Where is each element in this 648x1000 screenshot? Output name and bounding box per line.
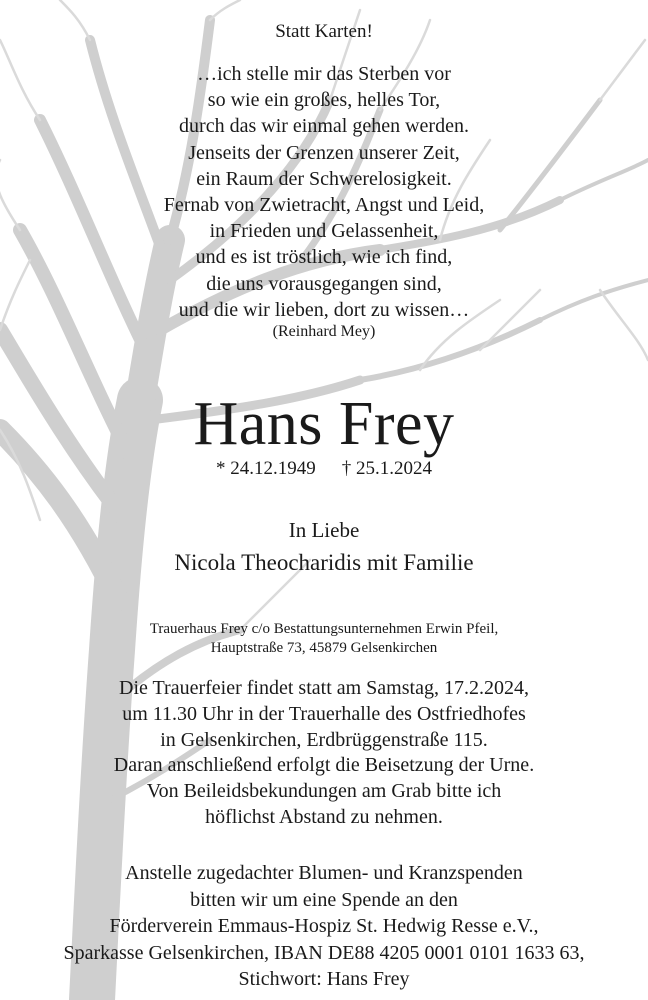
poem-line: so wie ein großes, helles Tor, bbox=[207, 89, 441, 112]
ceremony-line: Daran anschließend erfolgt die Beisetzung der Urne. bbox=[113, 754, 535, 777]
life-dates bbox=[0, 457, 648, 481]
poem-line: und die wir lieben, dort zu wissen… bbox=[178, 298, 470, 321]
ceremony-details bbox=[0, 676, 648, 831]
donation-line: Förderverein Emmaus-Hospiz St. Hedwig Resse e.V., bbox=[109, 915, 539, 937]
death-date: † 25.1.2024 bbox=[341, 458, 432, 479]
poem-line: in Frieden und Gelassenheit, bbox=[209, 220, 439, 243]
ceremony-line: in Gelsenkirchen, Erdbrüggenstraße 115. bbox=[160, 728, 488, 751]
donation-line: Stichwort: Hans Frey bbox=[238, 968, 410, 990]
birth-date: * 24.12.1949 bbox=[216, 458, 316, 479]
funeral-home-address bbox=[0, 620, 648, 657]
mourners-intro: In Liebe bbox=[288, 518, 360, 542]
poem-line: Jenseits der Grenzen unserer Zeit, bbox=[188, 141, 460, 164]
notice-header: Statt Karten! bbox=[275, 21, 373, 42]
poem bbox=[0, 61, 648, 323]
donation-line: bitten wir um eine Spende an den bbox=[190, 888, 458, 911]
donation-line: Anstelle zugedachter Blumen- und Kranzspenden bbox=[125, 862, 523, 884]
address-line: Hauptstraße 73, 45879 Gelsenkirchen bbox=[210, 639, 438, 656]
poem-author: (Reinhard Mey) bbox=[272, 323, 376, 340]
donation-line: Sparkasse Gelsenkirchen, IBAN DE88 4205 0001 0101 1633 63, bbox=[63, 941, 585, 964]
poem-line: ein Raum der Schwerelosigkeit. bbox=[196, 167, 452, 190]
address-line: Trauerhaus Frey c/o Bestattungsunternehmen Erwin Pfeil, bbox=[149, 621, 499, 637]
deceased-name: Hans Frey bbox=[193, 390, 455, 458]
poem-line: und es ist tröstlich, wie ich find, bbox=[195, 246, 453, 269]
donation-request bbox=[0, 860, 648, 993]
ceremony-line: um 11.30 Uhr in der Trauerhalle des Ostfriedhofes bbox=[122, 702, 526, 725]
ceremony-line: höflichst Abstand zu nehmen. bbox=[205, 805, 443, 828]
poem-line: durch das wir einmal gehen werden. bbox=[179, 115, 469, 138]
mourners-names: Nicola Theocharidis mit Familie bbox=[174, 550, 474, 575]
ceremony-line: Von Beileidsbekundungen am Grab bitte ich bbox=[146, 780, 502, 803]
poem-line: Fernab von Zwietracht, Angst und Leid, bbox=[163, 194, 485, 217]
poem-line: die uns vorausgegangen sind, bbox=[206, 272, 442, 295]
ceremony-line: Die Trauerfeier findet statt am Samstag, 17.2.2024, bbox=[119, 677, 529, 699]
poem-line: …ich stelle mir das Sterben vor bbox=[197, 63, 451, 85]
